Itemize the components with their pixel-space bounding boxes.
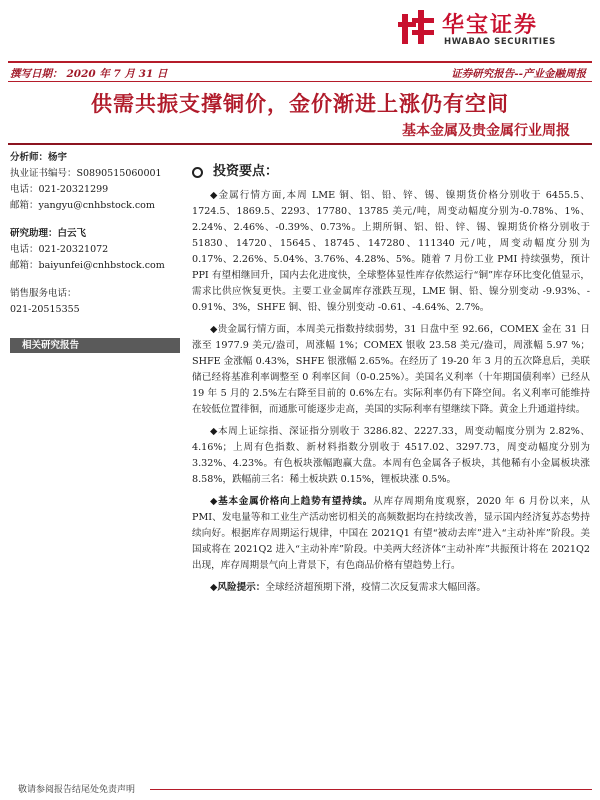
paragraph-risk [192, 580, 590, 596]
assistant-email: 邮箱：baiyunfei@cnhbstock.com [10, 260, 165, 271]
footer-divider [150, 789, 592, 790]
assistant-row [10, 226, 178, 242]
related-reports-heading: 相关研究报告 [10, 338, 180, 353]
paragraph-metals-market: ◆金属行情方面,本周 LME 铜、铝、铅、锌、锡、镍期货价格分别收于 6455.5、1724.5、1869.5、2293、17780、13785 美元/吨，周变动幅度分别为-0.78%、1%、2.24%、2.46%、-0.39%、0.73%。上期所铜、铝、铅、锌、锡、镍期货价格分别收于 51830、14720、15645、18745、147280、111340 元/吨，周变动幅度分别为 0.17%、2.26%、5.04%、3.76%、4.28%、5%。随着 7 月份工业 PMI 持续强势，预计 PPI 有望相继回升，国内去化进度快，全球整体显性库存依然运行“铜”库存环比变化值显示，需求比供应恢复更快。主要工业金属库存涨跌互现，LME 铜、铅、镍分别变动 -9.93%、- 0.91%、3%，SHFE 铜、铅、镍分别变动 -0.61、-4.64%、2.7%。 [192, 190, 590, 313]
analyst-row [10, 150, 178, 166]
date-divider [8, 81, 592, 82]
report-header [0, 0, 600, 64]
paragraph-precious-metals: ◆贵金属行情方面，本周美元指数持续弱势，31 日盘中至 92.66，COMEX 金在 31 日涨至 1977.9 美元/盎司，周涨幅 1%；COMEX 银收 23.58 美元/盎司，周涨幅 5.97 %；SHFE 金涨幅 0.43%，SHFE 银涨幅 2.65%。在经历了 19-20 年 3 月的五次降息后，美联储已经将基准利率调整至 0 利率区间（0-0.25%）。美国名义利率（十年期国债利率）已经从 19 年 5 月的 2.5%左右降至目前的 0.6%左右。实际利率仍有下降空间。名义利率可能维持在较低位置徘徊，而通胀可能逐步走高，美国的实际利率有望继续下降。黄金上升通道持续。 [192, 324, 590, 415]
sales-label: 销售服务电话： [10, 288, 77, 299]
risk-body: 全球经济超预期下滑，疫情二次反复需求大幅回落。 [265, 582, 487, 593]
analyst-name: 杨宇 [48, 152, 68, 163]
paragraph-outlook [192, 494, 590, 574]
paragraph-index-performance: ◆本周上证综指、深证指分别收于 3286.82、2227.33，周变动幅度分别为 2.82%、4.16%；上周有色指数、新材料指数分别收于 4517.02、3297.73，周变动幅度分别为 3.32%、4.23%。有色板块涨幅跑赢大盘。本周有色金属各子板块，其他稀有小金属板块涨 8.58%，跌幅前三名：稀土板块跌 0.15%，锂板块涨 0.5%。 [192, 426, 590, 485]
assistant-label: 研究助理： [10, 228, 58, 239]
risk-lead: ◆风险提示： [210, 582, 266, 593]
date-value: 2020 年 7 月 31 日 [66, 68, 168, 80]
date-label: 撰写日期： [10, 68, 63, 80]
outlook-body: 从库存周期角度观察，2020 年 6 月份以来，从 PMI、发电量等和工业生产活动密切相关的高频数据均在持续改善，显示国内经济复苏态势持续向好。根据库存周期运行规律，中国在 2021Q1 有望“被动去库”进入“主动补库”阶段。美国或将在 2021Q2 进入“主动补库”阶段。中美两大经济体“主动补库”共振预计将在 2021Q2 出现，库存周期景气向上背景下，有色商品价格有望趋势上行。 [192, 496, 590, 571]
analyst-label: 分析师： [10, 152, 49, 163]
sidebar [10, 150, 178, 318]
analyst-email: 邮箱：yangyu@cnhbstock.com [10, 200, 155, 211]
report-subtitle: 基本金属及贵金属行业周报 [402, 123, 570, 139]
report-title: 供需共振支撑铜价，金价渐进上涨仍有空间 [91, 91, 509, 116]
disclaimer-note: 敬请参阅报告结尾处免责声明 [18, 785, 136, 795]
analyst-license: 执业证书编号：S0890515060001 [10, 168, 162, 179]
header-divider [8, 61, 592, 63]
brand-logo [398, 8, 578, 52]
assistant-phone: 电话：021-20321072 [10, 244, 109, 255]
outlook-lead: ◆基本金属价格向上趋势有望持续。 [210, 496, 374, 507]
title-divider [8, 143, 592, 145]
ring-bullet-icon [192, 167, 203, 178]
section-heading [192, 162, 590, 182]
sales-phone: 021-20515355 [10, 304, 80, 315]
brand-name-cn: 华宝证券 [442, 13, 539, 38]
hwabao-logo-icon [398, 8, 438, 48]
report-type: 证券研究报告--产业金融周报 [451, 68, 586, 80]
brand-name-en: HWABAO SECURITIES [444, 37, 556, 47]
section-title: 投资要点： [213, 164, 279, 179]
report-date [10, 66, 167, 81]
page-footer [0, 780, 600, 800]
main-content [192, 162, 590, 602]
assistant-name: 白云飞 [57, 228, 87, 239]
analyst-phone: 电话：021-20321299 [10, 184, 109, 195]
